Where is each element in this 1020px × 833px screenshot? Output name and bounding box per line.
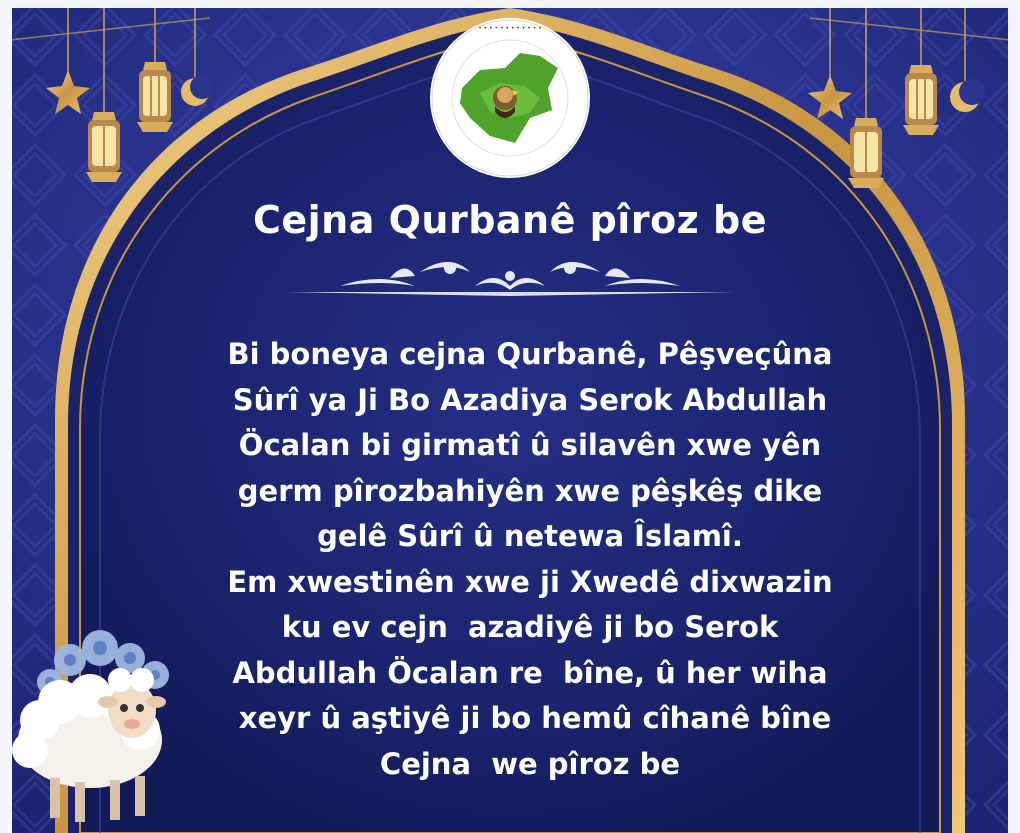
- image-border-top: [0, 0, 1020, 8]
- message-line: Cejna we pîroz be: [379, 746, 681, 781]
- greeting-message: [170, 332, 890, 787]
- message-line: Bi boneya cejna Qurbanê, Pêşveçûna: [227, 337, 833, 371]
- message-line: Öcalan bi girmatî û silavên xwe yên: [238, 428, 822, 462]
- message-line: xeyr û aştiyê ji bo hemû cîhanê bîne: [228, 701, 832, 735]
- greeting-title: Cejna Qurbanê pîroz be: [253, 198, 767, 242]
- message-line: Sûrî ya Ji Bo Azadiya Serok Abdullah: [232, 382, 828, 417]
- organization-logo: [430, 18, 590, 178]
- message-line: ku ev cejn azadiyê ji bo Serok: [281, 610, 779, 644]
- image-border-right: [1008, 0, 1020, 833]
- message-line: gelê Sûrî û netewa Îslamî.: [317, 519, 743, 553]
- message-line: germ pîrozbahiyên xwe pêşkêş dike: [237, 473, 823, 508]
- message-line: Em xwestinên xwe ji Xwedê dixwazin: [227, 564, 833, 599]
- message-line: Abdullah Öcalan re bîne, û her wiha: [232, 655, 828, 690]
- image-border-left: [0, 0, 12, 833]
- svg-text:• • • • • • • • • • • •: • • • • • • • • • • • •: [478, 25, 542, 32]
